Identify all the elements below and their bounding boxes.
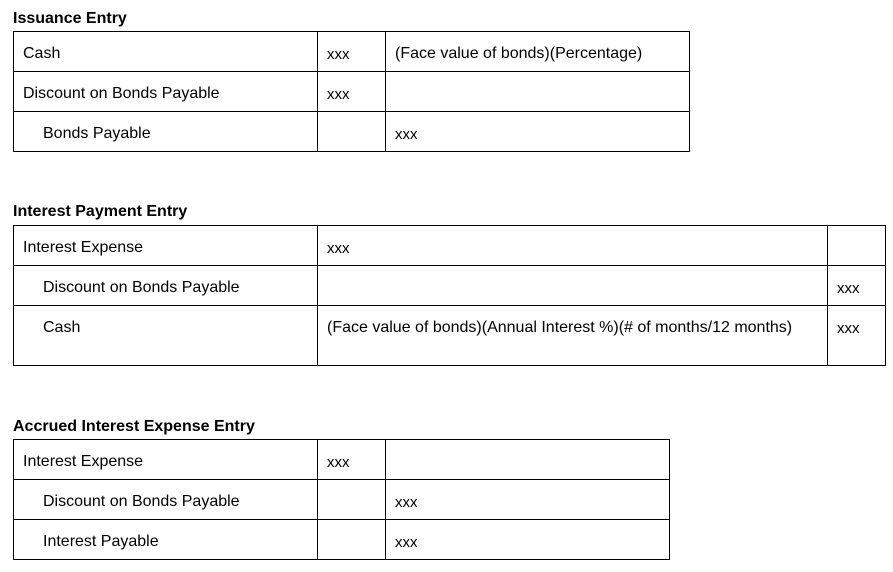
account-cell: Interest Expense (14, 226, 318, 266)
debit-cell: xxx (318, 32, 386, 72)
accrued-interest-entry-table (13, 439, 670, 560)
account-cell: Discount on Bonds Payable (14, 72, 318, 112)
credit-cell (828, 226, 886, 266)
credit-cell: xxx (828, 266, 886, 306)
debit-cell: xxx (318, 226, 828, 266)
table-row (14, 266, 886, 306)
debit-cell (318, 266, 828, 306)
credit-cell: xxx (386, 112, 690, 152)
account-cell: Discount on Bonds Payable (14, 266, 318, 306)
credit-cell: xxx (386, 520, 670, 560)
credit-cell: (Face value of bonds)(Percentage) (386, 32, 690, 72)
debit-cell (318, 520, 386, 560)
debit-cell (318, 480, 386, 520)
debit-cell: xxx (318, 440, 386, 480)
table-row (14, 32, 690, 72)
table-row (14, 112, 690, 152)
account-cell: Interest Payable (14, 520, 318, 560)
account-cell: Discount on Bonds Payable (14, 480, 318, 520)
credit-cell: xxx (386, 480, 670, 520)
table-row (14, 520, 670, 560)
account-cell: Interest Expense (14, 440, 318, 480)
table-row (14, 306, 886, 366)
table-row (14, 226, 886, 266)
debit-cell: (Face value of bonds)(Annual Interest %)(# of months/12 months) (318, 306, 828, 366)
issuance-entry-title: Issuance Entry (13, 10, 127, 27)
credit-cell: xxx (828, 306, 886, 366)
accrued-interest-entry-title: Accrued Interest Expense Entry (13, 418, 255, 435)
debit-cell: xxx (318, 72, 386, 112)
account-cell: Cash (14, 32, 318, 72)
interest-payment-entry-title: Interest Payment Entry (13, 203, 188, 220)
account-cell: Cash (14, 306, 318, 366)
table-row (14, 72, 690, 112)
debit-cell (318, 112, 386, 152)
credit-cell (386, 72, 690, 112)
issuance-entry-table (13, 31, 690, 152)
table-row (14, 480, 670, 520)
interest-payment-entry-table (13, 225, 886, 366)
credit-cell (386, 440, 670, 480)
table-row (14, 440, 670, 480)
account-cell: Bonds Payable (14, 112, 318, 152)
